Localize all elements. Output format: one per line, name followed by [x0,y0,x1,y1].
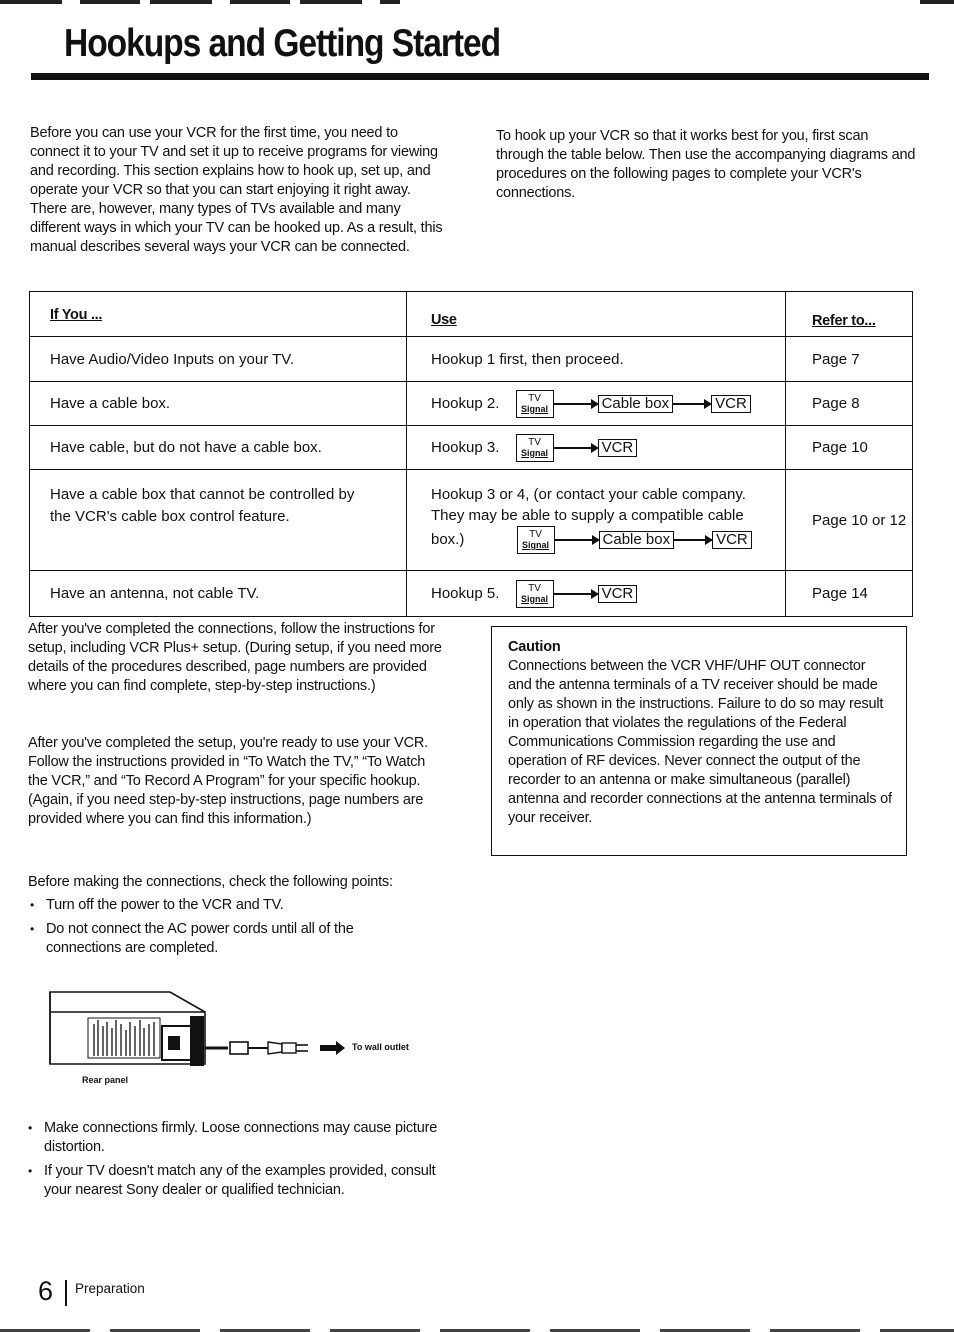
cell-text-line: Hookup 3 or 4, (or contact your cable company. [431,486,746,503]
table-header-row [30,292,913,337]
cell-use: Hookup 1 first, then proceed. [407,337,786,382]
cell-refer: Page 14 [786,571,913,617]
arrow-icon [554,403,598,405]
checklist [28,896,428,963]
cell-text-line: box.) TV Signal Cable box VCR [431,526,785,554]
cell-refer: Page 7 [786,337,913,382]
vcr-label: VCR [712,531,752,549]
cable-box-label: Cable box [599,531,675,549]
cell-use [407,470,786,571]
cell-if-you: Have a cable box. [30,382,407,426]
caution-heading: Caution [508,639,561,655]
checklist-intro: Before making the connections, check the following points: [28,874,393,890]
footer-divider [65,1280,67,1306]
tv-signal-box: TV Signal [517,526,555,554]
arrow-icon [554,593,598,595]
list-item: • If your TV doesn't match any of the examples provided, consult your nearest Sony dealer or qualified technician. [26,1162,446,1200]
tv-signal-box: TV Signal [516,434,554,462]
page-number: 6 [38,1276,54,1306]
arrow-icon [554,447,598,449]
list-item: • Do not connect the AC power cords until all of the connections are completed. [28,920,428,958]
header-use: Use [407,292,786,337]
cell-refer: Page 10 or 12 [786,470,913,571]
cable-box-label: Cable box [598,395,674,413]
cell-text-line: They may be able to supply a compatible cable [431,507,744,524]
intro-right-paragraph: To hook up your VCR so that it works best for you, first scan through the table below. Then use the accompanying diagrams and procedures on the following pages to complete your VCR's connections. [496,128,916,201]
hookup-diagram [516,580,638,608]
hookup-diagram [516,390,751,418]
cell-text-line: Have a cable box that cannot be controlled by [50,486,355,503]
cell-use [407,426,786,470]
hookup-label: Hookup 2. [431,394,500,412]
table-row [30,382,913,426]
hookup-table [29,291,913,617]
vcr-label: VCR [598,439,638,457]
arrow-icon [555,539,599,541]
intro-left-paragraph: Before you can use your VCR for the first time, you need to connect it to your TV and set it up to receive programs for viewing and recording. This section explains how to hook up, set up, and operate your VCR so that you can start enjoying it right away. There are, however, many types of TVs available and many different ways in which your TV can be hooked up. As a result, this manual describes several ways your VCR can be connected. [30,125,443,255]
section-label: Preparation [75,1281,145,1296]
tv-signal-box: TV Signal [516,390,554,418]
hookup-label: Hookup 5. [431,584,500,602]
table-row [30,470,913,571]
cell-refer: Page 10 [786,426,913,470]
after-connections-paragraph: After you've completed the connections, follow the instructions for setup, including VCR Plus+ setup. (During setup, if you need more details of the procedures described, page numbers are provided where you can find complete, step-by-step instructions.) [28,621,442,694]
hookup-diagram [517,526,752,554]
table-row [30,426,913,470]
cell-use [407,382,786,426]
cell-if-you [30,470,407,571]
arrow-icon [673,403,711,405]
top-dashed-border [0,0,954,4]
header-refer-to: Refer to... [786,292,913,337]
list-item: • Turn off the power to the VCR and TV. [28,896,428,915]
table-row [30,571,913,617]
cell-if-you: Have an antenna, not cable TV. [30,571,407,617]
cell-if-you: Have Audio/Video Inputs on your TV. [30,337,407,382]
header-if-you: If You ... [30,292,407,337]
tv-signal-box: TV Signal [516,580,554,608]
vcr-label: VCR [598,585,638,603]
cell-if-you: Have cable, but do not have a cable box. [30,426,407,470]
title-rule [31,73,929,80]
arrow-icon [674,539,712,541]
caution-text: Connections between the VCR VHF/UHF OUT connector and the antenna terminals of a TV receiver should be made only as shown in the instructions. Failure to do so may result in operation that violates the regulations of the Federal Communications Commission regarding the use and operation of RF devices. Never connect the output of the recorder to an antenna or make simultaneous (parallel) antenna and recorder connections at the antenna terminals of your receiver. [508,658,892,826]
caution-box [491,626,907,856]
rear-panel-label: Rear panel [82,1075,129,1085]
list-item: • Make connections firmly. Loose connections may cause picture distortion. [26,1119,446,1157]
hookup-diagram [516,434,638,462]
cell-refer: Page 8 [786,382,913,426]
cell-text-line: the VCR's cable box control feature. [50,508,290,525]
to-wall-outlet-label: To wall outlet [352,1042,409,1052]
hookup-label: Hookup 3. [431,438,500,456]
table-row [30,337,913,382]
vcr-rear-panel-illustration [40,986,430,1096]
after-setup-paragraph: After you've completed the setup, you're ready to use your VCR. Follow the instructions provided in “To Watch the TV,” “To Watch the VCR,” and “To Record A Program” for your specific hookup. (Again, if you need step-by-step instructions, page numbers are provided where you can find this information.) [28,735,428,827]
cell-use [407,571,786,617]
vcr-label: VCR [711,395,751,413]
notes-list [26,1119,446,1205]
page-title: Hookups and Getting Started [64,22,501,65]
